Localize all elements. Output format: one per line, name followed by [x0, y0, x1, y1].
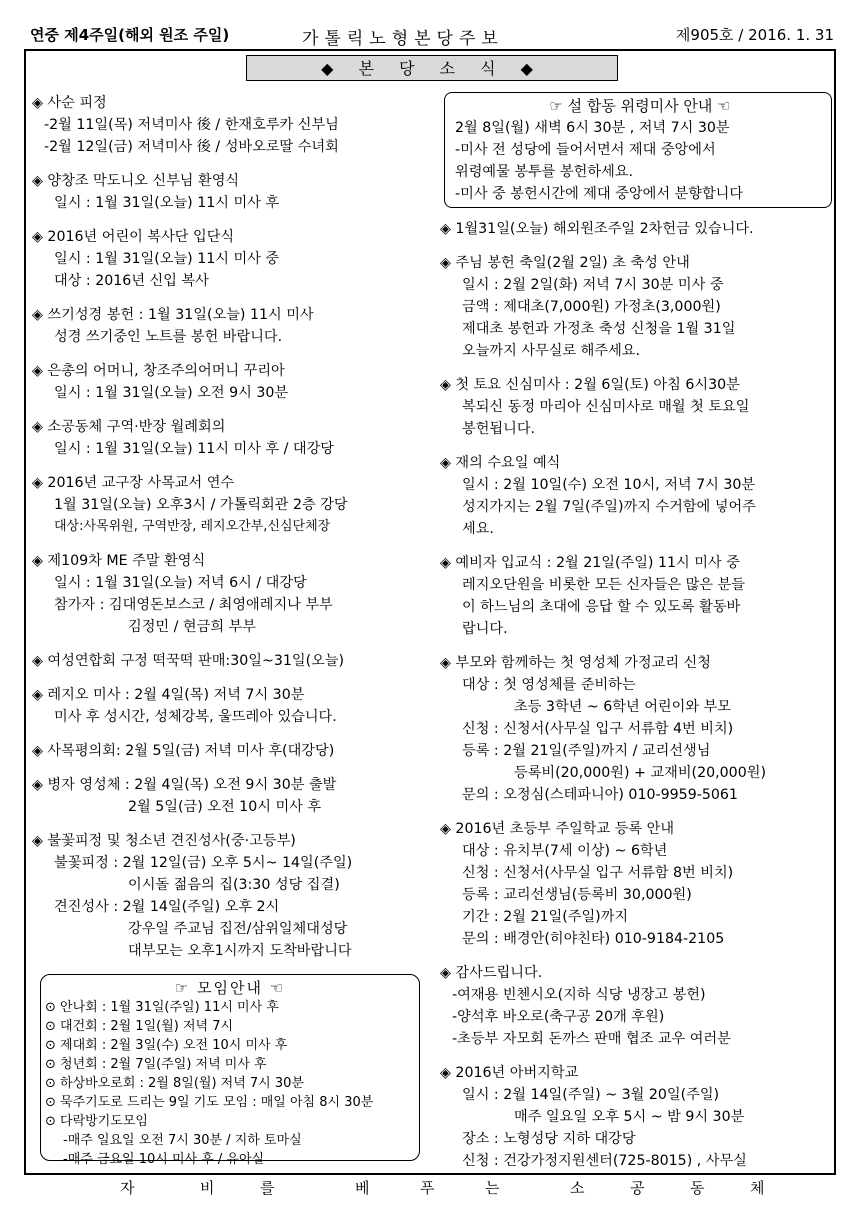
memorial-mass-box: [444, 92, 832, 208]
notice-line: 2월 5일(금) 오전 10시 미사 후: [128, 799, 322, 815]
notice-line: -2월 12일(금) 저녁미사 後 / 성바오로딸 수녀회: [44, 139, 339, 155]
notice-title: ◈ 2016년 교구장 사목교서 연수: [32, 472, 430, 494]
notice-item: [32, 774, 430, 818]
notice-item: [440, 818, 834, 950]
notice-line: 미사 후 성시간, 성체강복, 울뜨레아 있습니다.: [54, 709, 337, 725]
notice-line: 등록비(20,000원) + 교재비(20,000원): [514, 765, 766, 781]
notice-line: 등록 : 교리선생님(등록비 30,000원): [462, 887, 692, 903]
notice-item: [440, 252, 834, 362]
footer-char: 소: [570, 1179, 589, 1197]
notice-item: [440, 452, 834, 540]
notice-title: ◈ 2016년 초등부 주일학교 등록 안내: [440, 818, 834, 840]
memorial-mass-line: -미사 중 봉헌시간에 제대 중앙에서 분향합니다: [455, 186, 744, 202]
notice-line: 세요.: [462, 521, 494, 537]
notice-line: -초등부 자모회 돈까스 판매 협조 교우 여러분: [452, 1031, 731, 1047]
notice-line: 일시 : 1월 31일(오늘) 11시 미사 후: [54, 195, 280, 211]
footer-char: 푸: [420, 1179, 439, 1197]
notice-line: 일시 : 2월 10일(수) 오전 10시, 저녁 7시 30분: [462, 477, 756, 493]
right-column: [440, 92, 834, 1184]
notice-line: 신청 : 신청서(사무실 입구 서류함 4번 비치): [462, 721, 734, 737]
notice-item: [440, 1062, 834, 1172]
notice-line: 레지오단원을 비롯한 모든 신자들은 많은 분들: [462, 577, 745, 593]
memorial-mass-line: -미사 전 성당에 들어서면서 제대 중앙에서: [455, 142, 716, 158]
notice-title: ◈ 소공동체 구역·반장 월례회의: [32, 416, 430, 438]
footer-char: 비: [200, 1179, 219, 1197]
notice-item: [32, 740, 430, 762]
notice-line: 대상 : 첫 영성체를 준비하는: [462, 677, 636, 693]
notice-title: ◈ 1월31일(오늘) 해외원조주일 2차헌금 있습니다.: [440, 218, 834, 240]
meeting-item: ⊙ 하상바오로회 : 2월 8일(월) 저녁 7시 30분: [45, 1074, 415, 1093]
memorial-mass-line: 위령예물 봉투를 봉헌하세요.: [455, 164, 633, 180]
notice-line: 성경 쓰기중인 노트를 봉헌 바랍니다.: [54, 329, 283, 345]
notice-line: 복되신 동정 마리아 신심미사로 매월 첫 토요일: [462, 399, 750, 415]
notice-line: 문의 : 배경안(히야친타) 010-9184-2105: [462, 931, 725, 947]
notice-line: 일시 : 1월 31일(오늘) 오전 9시 30분: [54, 385, 289, 401]
notice-item: [32, 360, 430, 404]
notice-line: 금액 : 제대초(7,000원) 가정초(3,000원): [462, 299, 721, 315]
footer-char: 베: [355, 1179, 374, 1197]
left-column: [32, 92, 430, 974]
notice-title: ◈ 사목평의회: 2월 5일(금) 저녁 미사 후(대강당): [32, 740, 430, 762]
notice-line: 랍니다.: [462, 621, 508, 637]
notice-line: 기간 : 2월 21일(주일)까지: [462, 909, 629, 925]
notice-line: 강우일 주교님 집전/삼위일체대성당: [128, 921, 348, 937]
meeting-item: ⊙ 제대회 : 2월 3일(수) 오전 10시 미사 후: [45, 1036, 415, 1055]
notice-line: -양석후 바오로(축구공 20개 후원): [452, 1009, 665, 1025]
notice-title: ◈ 부모와 함께하는 첫 영성체 가정교리 신청: [440, 652, 834, 674]
notice-line: 매주 일요일 오후 5시 ~ 밤 9시 30분: [514, 1109, 745, 1125]
notice-line: -여재용 빈첸시오(지하 식당 냉장고 봉헌): [452, 987, 706, 1003]
notice-title: ◈ 첫 토요 신심미사 : 2월 6일(토) 아침 6시30분: [440, 374, 834, 396]
meetings-title: ☞ 모임안내 ☜: [174, 979, 286, 997]
notice-title: ◈ 주님 봉헌 축일(2월 2일) 초 축성 안내: [440, 252, 834, 274]
notice-item: [32, 92, 430, 158]
notice-title: ◈ 은총의 어머니, 창조주의어머니 꾸리아: [32, 360, 430, 382]
notice-line: 견진성사 : 2월 14일(주일) 오후 2시: [54, 899, 280, 915]
notice-line: 일시 : 1월 31일(오늘) 11시 미사 중: [54, 251, 280, 267]
notice-item: [32, 550, 430, 638]
memorial-mass-title: ☞ 설 합동 위령미사 안내 ☜: [549, 97, 731, 115]
notice-title: ◈ 레지오 미사 : 2월 4일(목) 저녁 7시 30분: [32, 684, 430, 706]
notice-line: 대상 : 유치부(7세 이상) ~ 6학년: [462, 843, 668, 859]
notice-title: ◈ 사순 피정: [32, 92, 430, 114]
notice-item: [32, 416, 430, 460]
meetings-box: [40, 974, 420, 1167]
notice-line: 1월 31일(오늘) 오후3시 / 가톨릭회관 2층 강당: [54, 497, 348, 513]
notice-line: 이시돌 젊음의 집(3:30 성당 집결): [128, 877, 340, 893]
meeting-subline: -매주 일요일 오전 7시 30분 / 지하 토마실: [63, 1133, 302, 1148]
footer-char: 체: [750, 1179, 769, 1197]
footer-char: 동: [690, 1179, 709, 1197]
notice-item: [440, 552, 834, 640]
notice-item: [440, 652, 834, 806]
notice-line: 일시 : 1월 31일(오늘) 11시 미사 후 / 대강당: [54, 441, 335, 457]
notice-line: 일시 : 1월 31일(오늘) 저녁 6시 / 대강당: [54, 575, 307, 591]
meeting-item: ⊙ 묵주기도로 드리는 9일 기도 모임 : 매일 아침 8시 30분: [45, 1093, 415, 1112]
notice-line: 제대초 봉헌과 가정초 축성 신청을 1월 31일: [462, 321, 736, 337]
notice-line: 성지가지는 2월 7일(주일)까지 수거함에 넣어주: [462, 499, 756, 515]
notice-item: [32, 684, 430, 728]
notice-line: 문의 : 오정심(스테파니아) 010-9959-5061: [462, 787, 738, 803]
meeting-item: ⊙ 다락방기도모임: [45, 1112, 415, 1131]
notice-line: 일시 : 2월 14일(주일) ~ 3월 20일(주일): [462, 1087, 720, 1103]
notice-line: 불꽃피정 : 2월 12일(금) 오후 5시~ 14일(주일): [54, 855, 353, 871]
footer-char: 는: [485, 1179, 504, 1197]
notice-title: ◈ 재의 수요일 예식: [440, 452, 834, 474]
page-header: [30, 24, 834, 48]
notice-line: 봉헌됩니다.: [462, 421, 536, 437]
bulletin-title: 가톨릭노형본당주보: [302, 29, 504, 49]
notice-title: ◈ 2016년 어린이 복사단 입단식: [32, 226, 430, 248]
notice-item: [32, 472, 430, 538]
meeting-item: ⊙ 대건회 : 2월 1일(월) 저녁 7시: [45, 1017, 415, 1036]
meeting-item: ⊙ 청년회 : 2월 7일(주일) 저녁 미사 후: [45, 1055, 415, 1074]
meeting-item: ⊙ 안나회 : 1월 31일(주일) 11시 미사 후: [45, 998, 415, 1017]
liturgical-day: 연중 제4주일(해외 원조 주일): [30, 26, 230, 44]
notice-item: [440, 374, 834, 440]
notice-line: 참가자 : 김대영돈보스코 / 최영애레지나 부부: [54, 597, 333, 613]
footer-char: 를: [260, 1179, 279, 1197]
notice-line: 대부모는 오후1시까지 도착바랍니다: [128, 943, 352, 959]
notice-line: 신청 : 건강가정지원센터(725-8015) , 사무실: [462, 1153, 747, 1169]
notice-line: 신청 : 신청서(사무실 입구 서류함 8번 비치): [462, 865, 734, 881]
meeting-subline: -매주 금요일 10시 미사 후 / 유아실: [63, 1152, 265, 1167]
issue-date: 제905호 / 2016. 1. 31: [675, 26, 834, 44]
section-banner: ◆ 본 당 소 식 ◆: [246, 55, 618, 81]
notice-item: [32, 226, 430, 292]
notice-item: [32, 650, 430, 672]
notice-line: 일시 : 2월 2일(화) 저녁 7시 30분 미사 중: [462, 277, 724, 293]
notice-line: 오늘까지 사무실로 해주세요.: [462, 343, 640, 359]
notice-title: ◈ 불꽃피정 및 청소년 견진성사(중·고등부): [32, 830, 430, 852]
notice-line: 대상:사목위원, 구역반장, 레지오간부,신심단체장: [54, 519, 331, 534]
notice-line: 초등 3학년 ~ 6학년 어린이와 부모: [514, 699, 731, 715]
notice-line: 대상 : 2016년 신입 복사: [54, 273, 209, 289]
notice-line: -2월 11일(목) 저녁미사 後 / 한재호루카 신부님: [44, 117, 339, 133]
memorial-mass-line: 2월 8일(월) 새벽 6시 30분 , 저녁 7시 30분: [455, 120, 730, 136]
notice-title: ◈ 양창조 막도니오 신부님 환영식: [32, 170, 430, 192]
notice-item: [440, 962, 834, 1050]
notice-item: [32, 304, 430, 348]
notice-title: ◈ 감사드립니다.: [440, 962, 834, 984]
notice-line: 이 하느님의 초대에 응답 할 수 있도록 활동바: [462, 599, 741, 615]
notice-item: [32, 170, 430, 214]
notice-item: [440, 218, 834, 240]
notice-title: ◈ 2016년 아버지학교: [440, 1062, 834, 1084]
notice-title: ◈ 쓰기성경 봉헌 : 1월 31일(오늘) 11시 미사: [32, 304, 430, 326]
notice-title: ◈ 제109차 ME 주말 환영식: [32, 550, 430, 572]
footer-char: 자: [120, 1179, 139, 1197]
notice-line: 등록 : 2월 21일(주일)까지 / 교리선생님: [462, 743, 711, 759]
notice-title: ◈ 여성연합회 구정 떡꾹떡 판매:30일~31일(오늘): [32, 650, 430, 672]
notice-line: 김정민 / 현금희 부부: [128, 619, 256, 635]
notice-title: ◈ 예비자 입교식 : 2월 21일(주일) 11시 미사 중: [440, 552, 834, 574]
footer-char: 공: [630, 1179, 649, 1197]
notice-item: [32, 830, 430, 962]
notice-line: 장소 : 노형성당 지하 대강당: [462, 1131, 636, 1147]
notice-title: ◈ 병자 영성체 : 2월 4일(목) 오전 9시 30분 출발: [32, 774, 430, 796]
